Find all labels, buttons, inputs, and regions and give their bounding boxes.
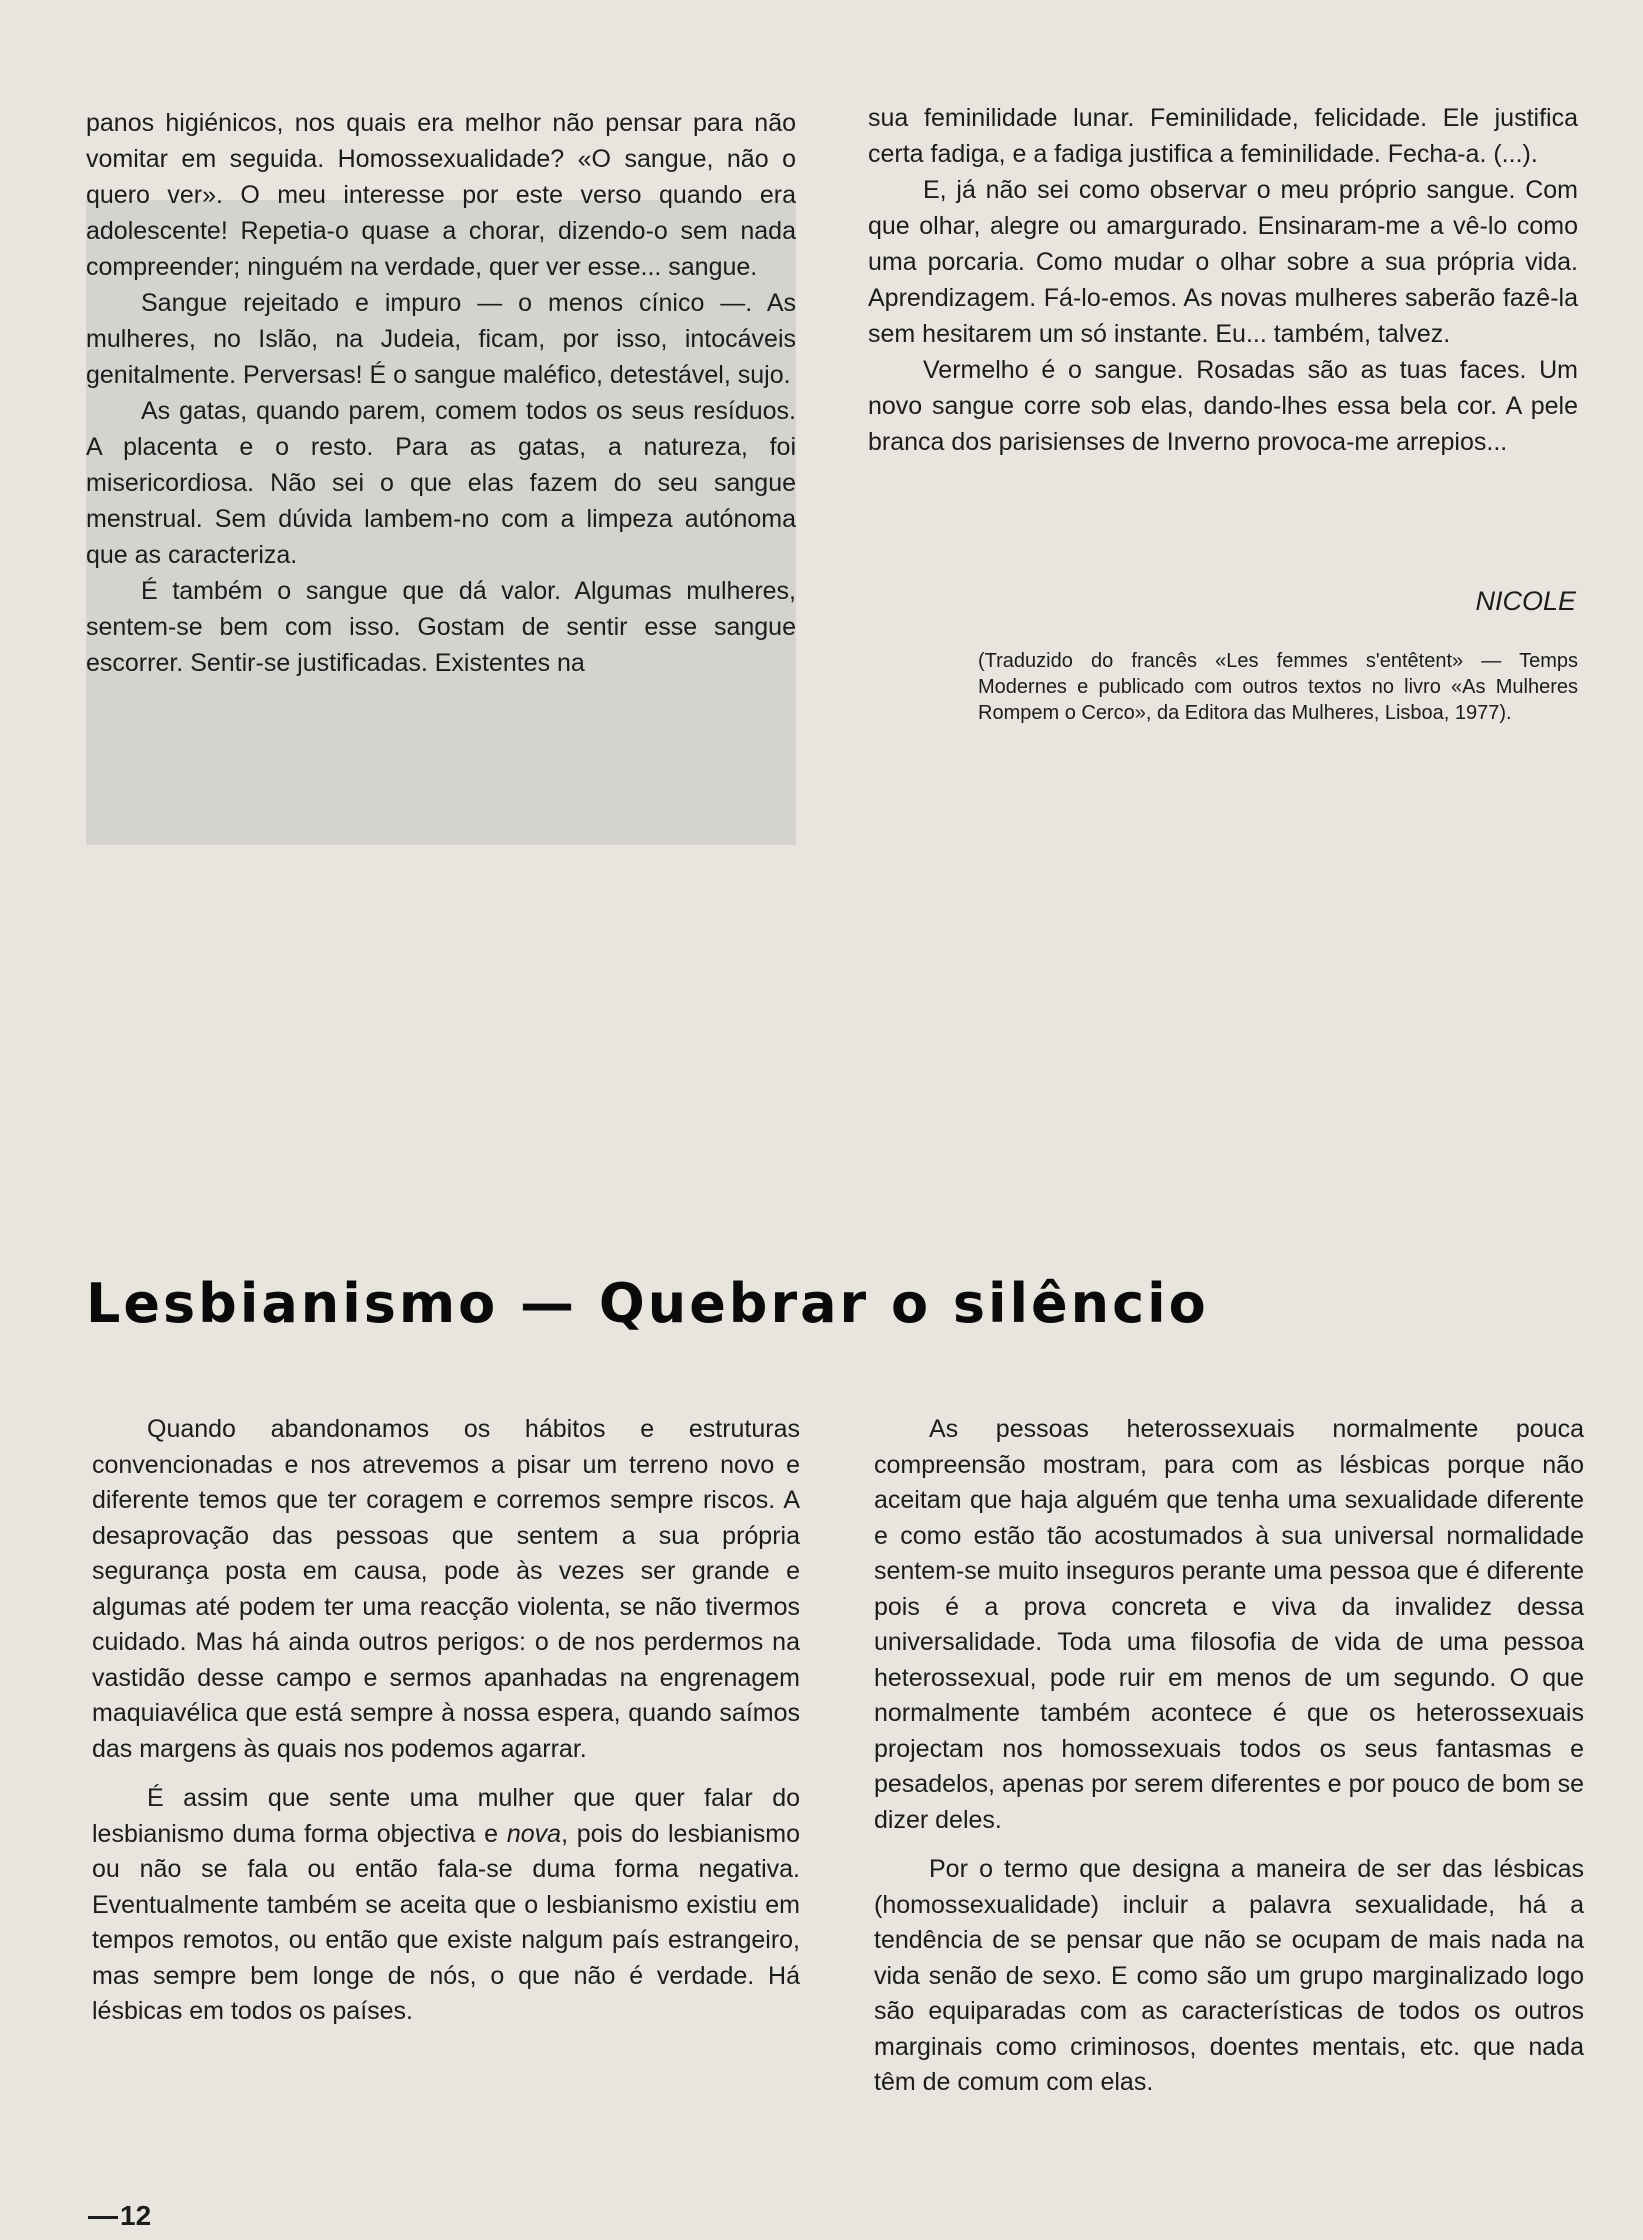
paragraph: Vermelho é o sangue. Rosadas são as tuas faces. Um novo sangue corre sob elas, dando-lhes essa bela cor. A pele branca dos parisienses de Inverno provoca-me arrepios... [868, 356, 1578, 456]
paragraph: E, já não sei como observar o meu próprio sangue. Com que olhar, alegre ou amargurado. Ensinaram-me a vê-lo como uma porcaria. Como mudar o olhar sobre a sua própria vida. Aprendizagem. Fá-lo-emos. As novas mulheres saberão fazê-la sem hesitarem um só instante. Eu... também, talvez. [868, 176, 1578, 348]
emphasis: nova [506, 1819, 562, 1848]
paragraph [92, 1781, 800, 2030]
paragraph: Por o termo que designa a maneira de ser das lésbicas (homossexualidade) incluir a palavra sexualidade, há a tendência de se pensar que não se ocupam de mais nada na vida senão de sexo. E como são um grupo marginalizado logo são equiparadas com as características de todos os outros marginais como criminosos, doentes mentais, etc. que nada têm de comum com elas. [874, 1855, 1584, 2096]
text-run: , pois do lesbianismo ou não se fala ou então fala-se duma forma negativa. Eventualmente também se aceita que o lesbianismo existiu em tempos remotos, ou então que existe nalgum país estrangeiro, mas sempre bem longe de nós, o que não é verdade. Há lésbicas em todos os países. [92, 1819, 800, 2025]
paragraph: As gatas, quando parem, comem todos os seus resíduos. A placenta e o resto. Para as gatas, a natureza, foi misericordiosa. Não sei o que elas fazem do seu sangue menstrual. Sem dúvida lambem-no com a limpeza autónoma que as caracteriza. [86, 397, 796, 569]
top-right-column [868, 100, 1578, 460]
paragraph: As pessoas heterossexuais normalmente pouca compreensão mostram, para com as lésbicas porque não aceitam que haja alguém que tenha uma sexualidade diferente e como estão tão acostumados à sua universal normalidade sentem-se muito inseguros perante uma pessoa que é diferente pois é a prova concreta e viva da invalidez dessa universalidade. Toda uma filosofia de vida de uma pessoa heterossexual, pode ruir em menos de um segundo. O que normalmente também acontece é que os heterossexuais projectam nos homossexuais todos os seus fantasmas e pesadelos, apenas por serem diferentes e por pouco de bom se dizer deles. [874, 1415, 1584, 1834]
author-signature: NICOLE [1475, 586, 1576, 616]
bottom-left-column [92, 1412, 800, 2030]
paragraph: É também o sangue que dá valor. Algumas mulheres, sentem-se bem com isso. Gostam de sentir esse sangue escorrer. Sentir-se justificadas. Existentes na [86, 577, 796, 677]
paragraph: Quando abandonamos os hábitos e estruturas convencionadas e nos atrevemos a pisar um terreno novo e diferente temos que ter coragem e corremos sempre riscos. A desaprovação das pessoas que sentem a sua própria segurança posta em causa, pode às vezes ser grande e algumas até podem ter uma reacção violenta, se não tivermos cuidado. Mas há ainda outros perigos: o de nos perdermos na vastidão desse campo e sermos apanhadas na engrenagem maquiavélica que está sempre à nossa espera, quando saímos das margens às quais nos podemos agarrar. [92, 1415, 800, 1763]
paragraph: panos higiénicos, nos quais era melhor não pensar para não vomitar em seguida. Homossexualidade? «O sangue, não o quero ver». O meu interesse por este verso quando era adolescente! Repetia-o quase a chorar, dizendo-o sem nada compreender; ninguém na verdade, quer ver esse... sangue. [86, 109, 796, 281]
article-headline: Lesbianismo — Quebrar o silêncio [86, 1272, 1209, 1335]
bottom-right-column [874, 1412, 1584, 2101]
page-number [88, 2198, 151, 2234]
page-number-dash [88, 2216, 118, 2219]
paragraph: sua feminilidade lunar. Feminilidade, felicidade. Ele justifica certa fadiga, e a fadiga justifica a feminilidade. Fecha-a. (...). [868, 104, 1578, 168]
translation-credit: (Traduzido do francês «Les femmes s'entêtent» — Temps Modernes e publicado com outros textos no livro «As Mulheres Rompem o Cerco», da Editora das Mulheres, Lisboa, 1977). [978, 650, 1578, 724]
paragraph: Sangue rejeitado e impuro — o menos cínico —. As mulheres, no Islão, na Judeia, ficam, por isso, intocáveis genitalmente. Perversas! É o sangue maléfico, detestável, sujo. [86, 289, 796, 389]
top-left-column [86, 105, 796, 681]
text-run: É assim que sente uma mulher que quer falar do lesbianismo duma forma objectiva e [92, 1784, 800, 1848]
page-number-value: 12 [120, 2200, 152, 2231]
